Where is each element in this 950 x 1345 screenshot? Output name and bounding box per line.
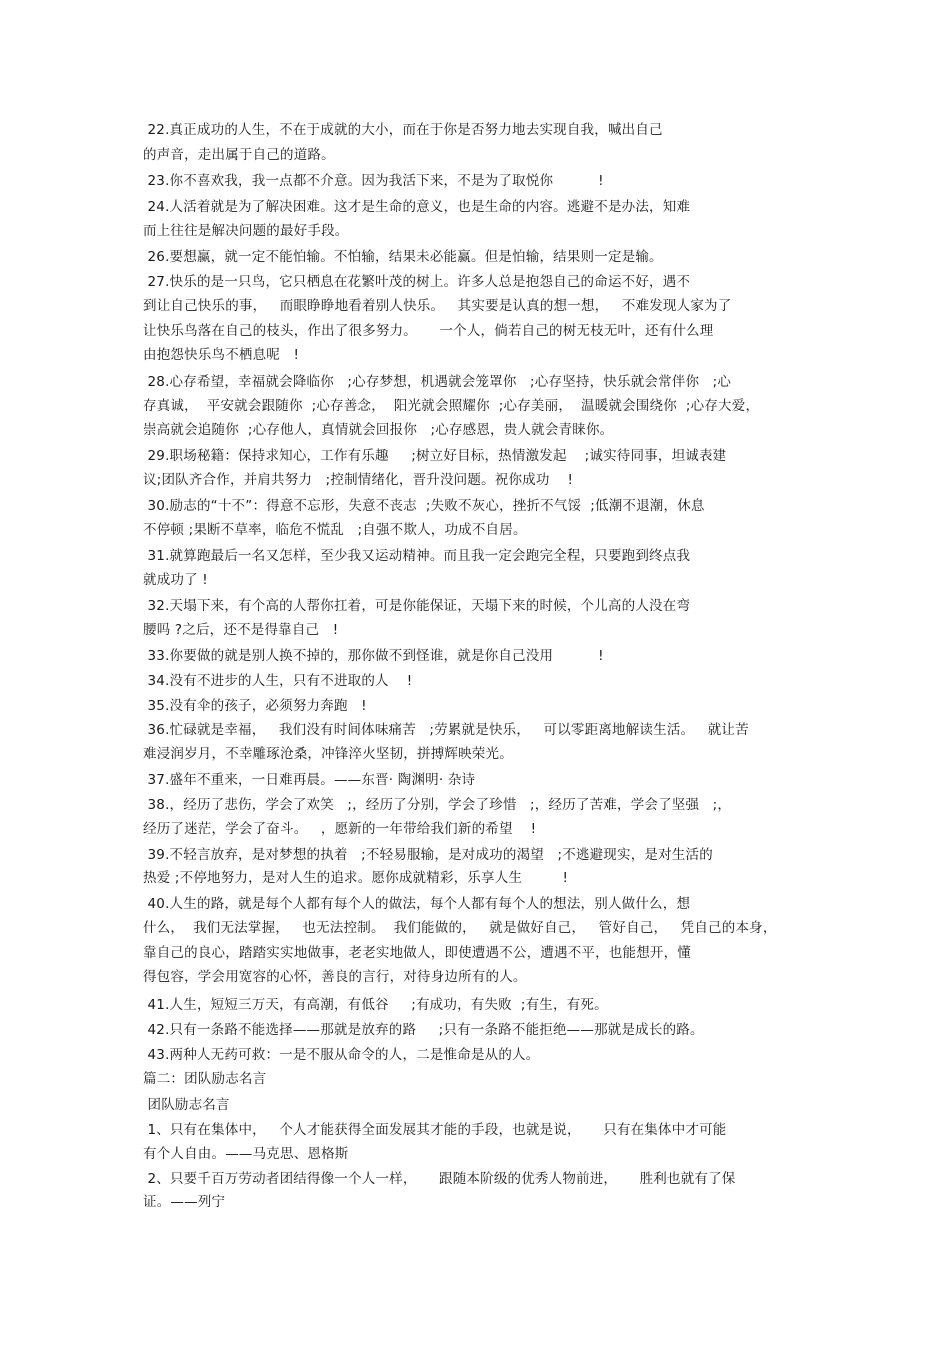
text-line: 热爱 ;不停地努力，是对人生的追求。愿你成就精彩，乐享人生 ! xyxy=(143,870,569,886)
text-line: 42.只有一条路不能选择——那就是放弃的路 ;只有一条路不能拒绝——那就是成长的路。 xyxy=(143,1022,704,1038)
text-line: 27.快乐的是一只鸟，它只栖息在花繁叶茂的树上。许多人总是抱怨自己的命运不好，遇不 xyxy=(143,274,691,290)
text-line: 有个人自由。——马克思、恩格斯 xyxy=(143,1146,349,1162)
text-line: 38.，经历了悲伤，学会了欢笑 ;，经历了分别，学会了珍惜 ;，经历了苦难，学会了坚强 ;， xyxy=(143,797,732,813)
text-line: 34.没有不进步的人生，只有不进取的人 ! xyxy=(143,673,413,689)
text-line: 到让自己快乐的事， 而眼睁睁地看着别人快乐。 其实要是认真的想一想， 不难发现人家为了 xyxy=(143,298,732,314)
text-line: 35.没有伞的孩子，必须努力奔跑 ! xyxy=(143,698,367,714)
text-line: 33.你要做的就是别人换不掉的，那你做不到怪谁，就是你自己没用 ! xyxy=(143,648,604,664)
text-line: 证。——列宁 xyxy=(143,1194,226,1210)
text-line: 23.你不喜欢我，我一点都不介意。因为我活下来，不是为了取悦你 ! xyxy=(143,173,604,189)
text-line: 什么， 我们无法掌握， 也无法控制。 我们能做的， 就是做好自己， 管好自己， 凭自己的本身， xyxy=(143,920,777,936)
text-line: 腰吗 ?之后，还不是得靠自己 ! xyxy=(143,622,339,638)
text-line: 22.真正成功的人生，不在于成就的大小，而在于你是否努力地去实现自我，喊出自己 xyxy=(143,122,663,138)
text-line: 由抱怨快乐鸟不栖息呢 ! xyxy=(143,347,300,363)
text-line: 存真诚， 平安就会跟随你 ;心存善念， 阳光就会照耀你 ;心存美丽， 温暖就会围绕你 ;心存大爱， xyxy=(143,398,760,414)
text-line: 2、只要千百万劳动者团结得像一个人一样， 跟随本阶级的优秀人物前进， 胜利也就有了保 xyxy=(143,1171,736,1187)
text-line: 37.盛年不重来，一日难再晨。——东晋· 陶渊明· 杂诗 xyxy=(143,772,476,788)
section-heading: 篇二：团队励志名言 xyxy=(143,1071,267,1087)
text-line: 1、只有在集体中， 个人才能获得全面发展其才能的手段，也就是说， 只有在集体中才可能 xyxy=(143,1122,727,1138)
text-line: 议;团队齐合作，并肩共努力 ;控制情绪化，晋升没问题。祝你成功 ! xyxy=(143,472,574,488)
text-line: 经历了迷茫，学会了奋斗。 ，愿新的一年带给我们新的希望 ! xyxy=(143,821,537,837)
text-line: 不停顿 ;果断不草率，临危不慌乱 ;自强不欺人，功成不自居。 xyxy=(143,522,527,538)
text-line: 31.就算跑最后一名又怎样，至少我又运动精神。而且我一定会跑完全程，只要跑到终点我 xyxy=(143,548,691,564)
text-line: 29.职场秘籍：保持求知心，工作有乐趣 ;树立好目标，热情激发起 ;诚实待同事，坦诚表建 xyxy=(143,448,727,464)
text-line: 就成功了 ! xyxy=(143,572,208,588)
section-subheading: 团队励志名言 xyxy=(143,1097,230,1113)
text-line: 40.人生的路，就是每个人都有每个人的做法，每个人都有每个人的想法，别人做什么，想 xyxy=(143,896,691,912)
text-line: 30.励志的“十不”：得意不忘形，失意不丧志 ;失败不灰心，挫折不气馁 ;低潮不退潮，休息 xyxy=(143,498,705,514)
text-line: 让快乐鸟落在自己的枝头，作出了很多努力。 一个人，倘若自己的树无枝无叶，还有什么理 xyxy=(143,323,714,339)
text-line: 28.心存希望，幸福就会降临你 ;心存梦想，机遇就会笼罩你 ;心存坚持，快乐就会常伴你 ;心 xyxy=(143,374,732,390)
text-line: 靠自己的良心，踏踏实实地做事，老老实地做人，即使遭遇不公，遭遇不平，也能想开，懂 xyxy=(143,945,691,961)
text-line: 的声音，走出属于自己的道路。 xyxy=(143,147,335,163)
text-line: 43.两种人无药可救：一是不服从命令的人，二是惟命是从的人。 xyxy=(143,1047,540,1063)
text-line: 36.忙碌就是幸福， 我们没有时间体味痛苦 ;劳累就是快乐， 可以零距离地解读生活。 就让苦 xyxy=(143,722,749,738)
text-line: 26.要想赢，就一定不能怕输。不怕输，结果未必能赢。但是怕输，结果则一定是输。 xyxy=(143,249,663,265)
text-line: 41.人生，短短三万天，有高潮，有低谷 ;有成功，有失败 ;有生，有死。 xyxy=(143,997,608,1013)
text-line: 得包容，学会用宽容的心怀，善良的言行，对待身边所有的人。 xyxy=(143,969,527,985)
text-line: 24.人活着就是为了解决困难。这才是生命的意义，也是生命的内容。逃避不是办法，知难 xyxy=(143,199,691,215)
text-line: 39.不轻言放弃，是对梦想的执着 ;不轻易服输，是对成功的渴望 ;不逃避现实，是对生活的 xyxy=(143,847,713,863)
text-line: 32.天塌下来，有个高的人帮你扛着，可是你能保证，天塌下来的时候，个儿高的人没在弯 xyxy=(143,598,691,614)
text-line: 崇高就会追随你 ;心存他人，真情就会回报你 ;心存感恩，贵人就会青睐你。 xyxy=(143,422,614,438)
text-line: 而上往往是解决问题的最好手段。 xyxy=(143,223,349,239)
text-line: 难浸润岁月，不幸雕琢沧桑，冲锋淬火坚韧，拼搏辉映荣光。 xyxy=(143,746,513,762)
